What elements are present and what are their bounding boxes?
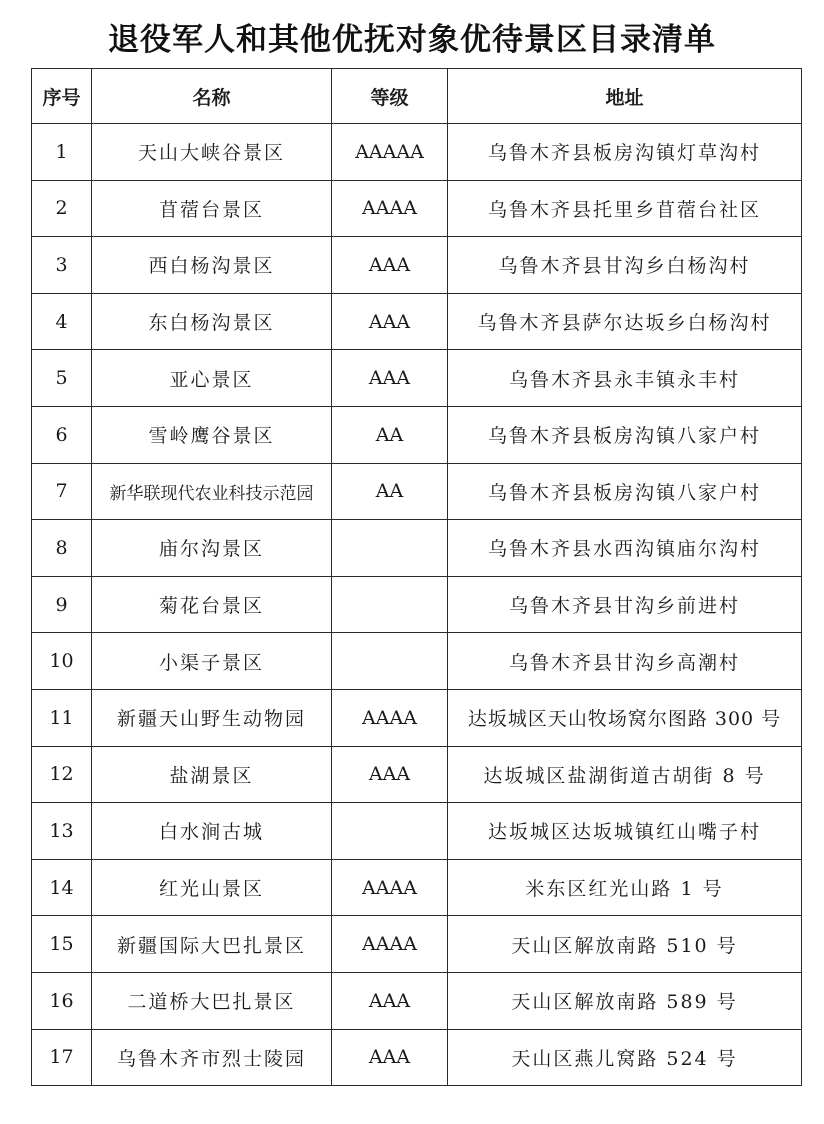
cell-name: 新疆天山野生动物园 <box>92 689 332 746</box>
cell-address: 乌鲁木齐县板房沟镇八家户村 <box>448 406 802 463</box>
cell-index: 12 <box>32 746 92 803</box>
cell-address: 乌鲁木齐县水西沟镇庙尔沟村 <box>448 520 802 577</box>
cell-level: AAAA <box>332 916 448 973</box>
table-row <box>32 689 802 746</box>
scenic-spot-table <box>31 68 802 1086</box>
table-row <box>32 633 802 690</box>
cell-level <box>332 633 448 690</box>
cell-level: AAA <box>332 293 448 350</box>
cell-name: 新疆国际大巴扎景区 <box>92 916 332 973</box>
cell-level: AAAA <box>332 689 448 746</box>
cell-level: AAA <box>332 746 448 803</box>
cell-address: 乌鲁木齐县甘沟乡白杨沟村 <box>448 237 802 294</box>
cell-level: AAA <box>332 972 448 1029</box>
cell-level <box>332 520 448 577</box>
cell-index: 11 <box>32 689 92 746</box>
cell-level: AAA <box>332 237 448 294</box>
cell-address: 乌鲁木齐县板房沟镇灯草沟村 <box>448 124 802 181</box>
cell-address: 天山区解放南路 510 号 <box>448 916 802 973</box>
cell-index: 3 <box>32 237 92 294</box>
cell-index: 17 <box>32 1029 92 1086</box>
cell-name: 菊花台景区 <box>92 576 332 633</box>
cell-name: 亚心景区 <box>92 350 332 407</box>
cell-level <box>332 576 448 633</box>
cell-name: 红光山景区 <box>92 859 332 916</box>
cell-name: 庙尔沟景区 <box>92 520 332 577</box>
cell-index: 1 <box>32 124 92 181</box>
cell-address: 乌鲁木齐县甘沟乡前进村 <box>448 576 802 633</box>
table-row <box>32 406 802 463</box>
header-index: 序号 <box>32 69 92 124</box>
cell-name: 西白杨沟景区 <box>92 237 332 294</box>
cell-level: AAA <box>332 350 448 407</box>
cell-index: 16 <box>32 972 92 1029</box>
table-row <box>32 803 802 860</box>
cell-level: AAAAA <box>332 124 448 181</box>
table-row <box>32 1029 802 1086</box>
cell-address: 达坂城区天山牧场窝尔图路 300 号 <box>448 689 802 746</box>
cell-level: AA <box>332 406 448 463</box>
table-row <box>32 124 802 181</box>
cell-address: 乌鲁木齐县托里乡苜蓿台社区 <box>448 180 802 237</box>
table-row <box>32 293 802 350</box>
cell-index: 15 <box>32 916 92 973</box>
table-row <box>32 520 802 577</box>
cell-name: 雪岭鹰谷景区 <box>92 406 332 463</box>
cell-address: 达坂城区达坂城镇红山嘴子村 <box>448 803 802 860</box>
header-level: 等级 <box>332 69 448 124</box>
cell-index: 4 <box>32 293 92 350</box>
cell-name: 二道桥大巴扎景区 <box>92 972 332 1029</box>
cell-index: 7 <box>32 463 92 520</box>
cell-level: AAAA <box>332 180 448 237</box>
cell-name: 小渠子景区 <box>92 633 332 690</box>
table-row <box>32 463 802 520</box>
table-row <box>32 972 802 1029</box>
cell-level: AAAA <box>332 859 448 916</box>
cell-index: 2 <box>32 180 92 237</box>
table-row <box>32 350 802 407</box>
cell-address: 乌鲁木齐县板房沟镇八家户村 <box>448 463 802 520</box>
cell-address: 天山区燕儿窝路 524 号 <box>448 1029 802 1086</box>
cell-name: 苜蓿台景区 <box>92 180 332 237</box>
cell-level <box>332 803 448 860</box>
cell-level: AA <box>332 463 448 520</box>
cell-index: 8 <box>32 520 92 577</box>
cell-address: 乌鲁木齐县甘沟乡高潮村 <box>448 633 802 690</box>
cell-index: 5 <box>32 350 92 407</box>
table-row <box>32 237 802 294</box>
table-row <box>32 859 802 916</box>
header-name: 名称 <box>92 69 332 124</box>
table-row <box>32 576 802 633</box>
cell-name: 乌鲁木齐市烈士陵园 <box>92 1029 332 1086</box>
table-row <box>32 746 802 803</box>
page-title: 退役军人和其他优抚对象优待景区目录清单 <box>108 22 716 58</box>
cell-index: 6 <box>32 406 92 463</box>
cell-address: 达坂城区盐湖街道古胡街 8 号 <box>448 746 802 803</box>
cell-name: 盐湖景区 <box>92 746 332 803</box>
cell-address: 米东区红光山路 1 号 <box>448 859 802 916</box>
cell-name: 天山大峡谷景区 <box>92 124 332 181</box>
cell-address: 天山区解放南路 589 号 <box>448 972 802 1029</box>
cell-index: 9 <box>32 576 92 633</box>
table-row <box>32 180 802 237</box>
cell-index: 13 <box>32 803 92 860</box>
cell-address: 乌鲁木齐县永丰镇永丰村 <box>448 350 802 407</box>
cell-name: 新华联现代农业科技示范园 <box>92 463 332 520</box>
cell-level: AAA <box>332 1029 448 1086</box>
table-row <box>32 916 802 973</box>
header-address: 地址 <box>448 69 802 124</box>
cell-index: 10 <box>32 633 92 690</box>
cell-index: 14 <box>32 859 92 916</box>
cell-name: 东白杨沟景区 <box>92 293 332 350</box>
cell-address: 乌鲁木齐县萨尔达坂乡白杨沟村 <box>448 293 802 350</box>
cell-name: 白水涧古城 <box>92 803 332 860</box>
table-header-row <box>32 69 802 124</box>
